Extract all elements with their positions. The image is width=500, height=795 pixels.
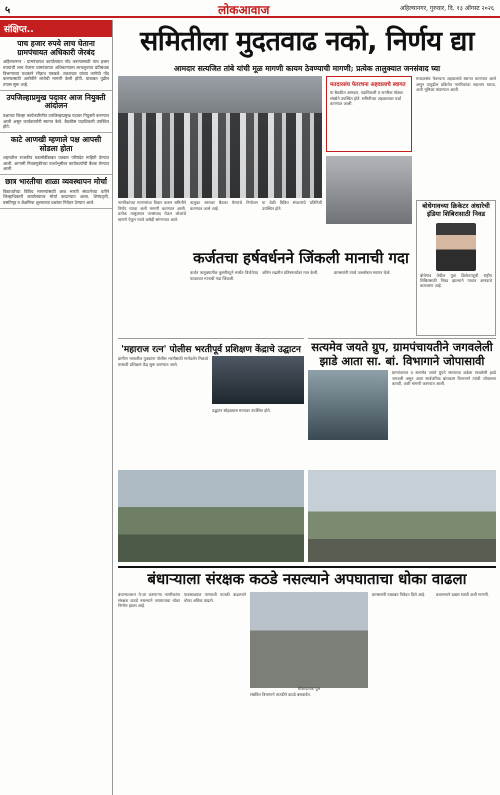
left-story-head: पाच हजार रुपये लाच घेताना ग्रामपंचायत अधिकारी जेरबंद	[17, 39, 95, 57]
police-photo	[212, 356, 304, 404]
story2-headline: कर्जतचा हर्षवर्धनने जिंकली मानाची गदा	[193, 249, 409, 267]
story2-body: ग्रामस्थांनी त्याचे जल्लोषात स्वागत केले.	[334, 270, 391, 275]
caption-box-body: या बैठकीत आमदार, पदाधिकारी व नागरिक मोठ्या संख्येने उपस्थित होते. समितीच्या अहवालावर चर्चा करण्यात आली.	[330, 90, 403, 107]
page-number: ५	[5, 5, 11, 16]
bottom-body: पावसाळ्यात पाण्याची पातळी वाढल्याने धोका अधिक वाढतो.	[184, 592, 246, 603]
athlete-body: बोधेगाव येथील युवा क्रिकेटपटूची राष्ट्रीय शिबिरासाठी निवड झाल्याने गावात आनंदाचे वातावरण आहे.	[420, 272, 492, 289]
road-photo-right	[308, 470, 496, 562]
police-headline: 'महाराज रत्न' पोलीस भरतीपूर्व प्रशिक्षण केंद्राचे उद्घाटन	[118, 338, 304, 355]
satya-body: ग्रामपंचायत व सत्यमेव जयते ग्रुपने रस्त्याच्या कडेला लावलेली झाडे जगवली असून आता सार्वजनिक बांधकाम विभागाने त्यांची जोपासना करावी, अशी मागणी करण्यात आली.	[392, 370, 496, 387]
left-story-head: उपजिल्हाप्रमुख पदावर आज नियुक्ती आंदोलन	[6, 92, 106, 111]
main-headline: समितीला मुदतवाढ नको, निर्णय द्या	[140, 26, 474, 57]
bottom-body: प्रशासनाने दखल घ्यावी अशी मागणी.	[436, 592, 490, 597]
bottom-body: ग्रामस्थांनी याबाबत निवेदन दिले आहे.	[372, 592, 426, 597]
story2-body: कर्जत तालुक्यातील कुस्तीपटूने स्पर्धेत विजेतेपद पटकावत मानाची गदा जिंकली.	[190, 270, 258, 281]
main-body-text: या वेळी विविध संघटनांचे प्रतिनिधी उपस्थित होते.	[262, 200, 322, 211]
left-story	[0, 91, 112, 133]
masthead: लोकआवाज	[218, 3, 270, 17]
police-body-2: उद्घाटन सोहळ्यास मान्यवर उपस्थित होते.	[212, 408, 271, 413]
left-story	[0, 37, 112, 91]
satya-headline: सत्यमेव जयते ग्रुप, ग्रामपंचायतीने जगवलेली झाडे आता सा. बां. विभागाने जोपासावी	[308, 338, 496, 369]
main-photo	[118, 76, 322, 198]
left-story-head: काटे आणखी म्हणाले पक्ष आपसी सोडला होता	[10, 134, 102, 153]
dateline: अहिल्यानगर, गुरुवार, दि. १३ ऑगस्ट २०२६	[399, 5, 494, 12]
main-right-text: मतदारसंघ फेररचना अहवालाचे स्वागत करण्यात आले असून यापुढील प्रक्रियेत नागरिकांचा सहभाग घ्यावा, अशी भूमिका मांडण्यात आली.	[416, 76, 496, 93]
athlete-photo	[436, 223, 476, 271]
left-story	[0, 133, 112, 175]
bottom-body: बंधाऱ्यावरून ये-जा करणाऱ्या नागरिकांना संरक्षक कठडे नसल्याने अपघाताचा धोका निर्माण झाला आहे.	[118, 592, 180, 609]
left-column	[0, 20, 113, 795]
caption-box-head: मतदारसंघ फेररचना अहवालाचे स्वागत	[330, 82, 406, 88]
section-label: संक्षिप्त..	[0, 20, 112, 37]
left-story	[0, 175, 112, 209]
story2-body: अंतिम लढतीत प्रतिस्पर्ध्यावर मात केली.	[262, 270, 319, 275]
police-body: ग्रामीण भागातील युवकांना पोलीस भरतीसाठी मार्गदर्शन मिळावे यासाठी प्रशिक्षण केंद्र सुरू करण्यात आले.	[118, 356, 208, 367]
main-body-text: नागरिकांच्या मागण्यांचा विचार करून समितीने निर्णय घ्यावा अशी मागणी करण्यात आली. प्रत्येक तालुक्यात जनसंवाद घेऊन लोकांचे म्हणणे ऐकून घ्यावे असेही सांगण्यात आले.	[118, 200, 186, 222]
bottom-body: संबंधित विभागाने तातडीने कठडे बसवावेत.	[250, 692, 312, 697]
left-story-body: विद्यार्थ्यांच्या विविध मागण्यांसाठी छात्र भारती संघटनेच्या वतीने जिल्हाधिकारी कार्यालयावर मोर्चा काढण्यात आला. शिष्यवृत्ती, वसतिगृह व शैक्षणिक शुल्काच्या प्रश्नांवर निवेदन देण्यात आले.	[3, 188, 109, 206]
athlete-box	[416, 200, 496, 336]
dam-photo	[250, 592, 368, 688]
secondary-photo	[326, 156, 412, 224]
satya-photo	[308, 370, 388, 440]
dam-photo-caption: धोकादायक पूल	[297, 686, 321, 691]
top-bar	[0, 0, 500, 18]
bottom-headline: बंधाऱ्याला संरक्षक कठडे नसल्याने अपघाताचा धोका वाढला	[118, 566, 496, 590]
athlete-headline: बोधेगावच्या क्रिकेटर अंधारेची इंडिया शिबिरासाठी निवड	[422, 202, 490, 218]
left-story-body: शहरातील राजकीय घडामोडींबाबत पत्रकार परिषदेत माहिती देण्यात आली. आगामी निवडणुकीच्या पार्श्वभूमीवर कार्यकर्त्यांची बैठक घेण्यात आली.	[3, 155, 109, 172]
left-story-body: पक्षाच्या जिल्हा कार्यकारिणीत उपजिल्हाप्रमुख पदावर नियुक्ती करण्यात आली असून कार्यकर्त्यांनी स्वागत केले. बैठकीस पदाधिकारी उपस्थित होते.	[3, 112, 109, 130]
main-subhead: आमदार सत्यजित तांबे यांची मूळ मागणी कायम ठेवण्याची मागणी; प्रत्येक तालुक्यात जनसंवाद घ्या	[173, 64, 441, 73]
main-body-text: तालुका स्तरावर बैठका घेण्याचे नियोजन करण्यात आले आहे.	[190, 200, 258, 211]
left-story-body: अहिल्यानगर : ग्रामपंचायत कार्यालयात नोंद करण्यासाठी पाच हजार रुपयांची लाच घेताना ग्रामपंचायत अधिकाऱ्याला लाचलुचपत प्रतिबंधक विभागाच्या पथकाने रंगेहाथ पकडले. तक्रारदार यांच्या जागेची नोंद करण्यासाठी आरोपीने लाचेची मागणी केली होती. याबाबत पुढील तपास सुरू आहे.	[3, 59, 109, 87]
left-story-head: छात्र भारतीचा शाळा व्यवस्थापन मोर्चा	[5, 177, 107, 187]
caption-box	[326, 76, 412, 152]
road-photo-left	[118, 470, 304, 562]
